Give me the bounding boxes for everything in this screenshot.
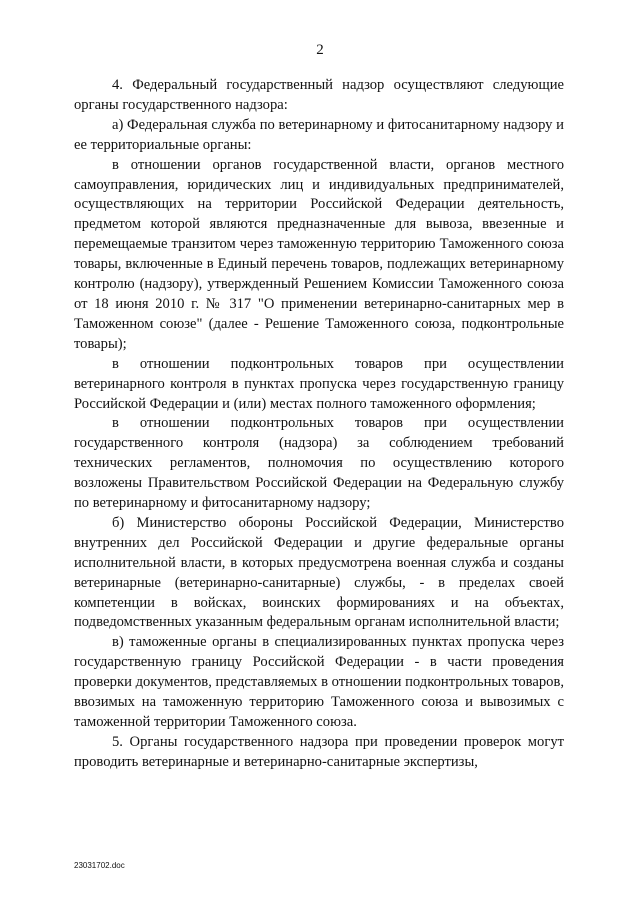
paragraph-4a-item-1: в отношении органов государственной власти, органов местного самоуправления, юридических лиц и индивидуальных предпринимателей, осуществляющих на территории Российской Федерации деятельность, предметом которой являются предназначенные для вывоза, ввезенные и перемещаемые транзитом через таможенную территорию Таможенного союза товары, включенные в Единый перечень товаров, подлежащих ветеринарному контролю (надзору), утвержденный Решением Комиссии Таможенного союза от 18 июня 2010 г. № 317 "О применении ветеринарно-санитарных мер в Таможенном союзе" (далее - Решение Таможенного союза, подконтрольные товары); xyxy=(74,156,564,352)
paragraph-4a-item-3: в отношении подконтрольных товаров при осуществлении государственного контроля (надзора) за соблюдением требований технических регламентов, полномочия по осуществлению которого возложены Правительством Российской Федерации на Федеральную службу по ветеринарному и фитосанитарному надзору; xyxy=(74,415,564,512)
paragraph-4c: в) таможенные органы в специализированных пунктах пропуска через государственную границу Российской Федерации - в части проведения проверки документов, представляемых в отношении подконтрольных товаров, ввозимых на таможенную территорию Таможенного союза и вывозимых с таможенной территории Таможенного союза. xyxy=(74,634,564,730)
paragraph-4: 4. Федеральный государственный надзор осуществляют следующие органы государственного надзора: xyxy=(74,77,564,113)
paragraph-4a: а) Федеральная служба по ветеринарному и фитосанитарному надзору и ее территориальные органы: xyxy=(74,116,564,153)
file-name-footer: 23031702.doc xyxy=(74,861,125,870)
paragraph-4b: б) Министерство обороны Российской Федерации, Министерство внутренних дел Российской Федерации и другие федеральные органы исполнительной власти, в которых предусмотрена военная служба и созданы ветеринарные (ветеринарно-санитарные) службы, - в пределах своей компетенции в войсках, воинских формированиях и на объектах, подведомственных указанным федеральным органам исполнительной власти; xyxy=(74,514,564,631)
page-number: 2 xyxy=(316,42,324,58)
document-body xyxy=(74,76,564,773)
paragraph-4a-item-2: в отношении подконтрольных товаров при осуществлении ветеринарного контроля в пунктах пропуска через государственную границу Российской Федерации и (или) местах полного таможенного оформления; xyxy=(74,355,564,412)
paragraph-5: 5. Органы государственного надзора при проведении проверок могут проводить ветеринарные и ветеринарно-санитарные экспертизы, xyxy=(74,733,564,770)
